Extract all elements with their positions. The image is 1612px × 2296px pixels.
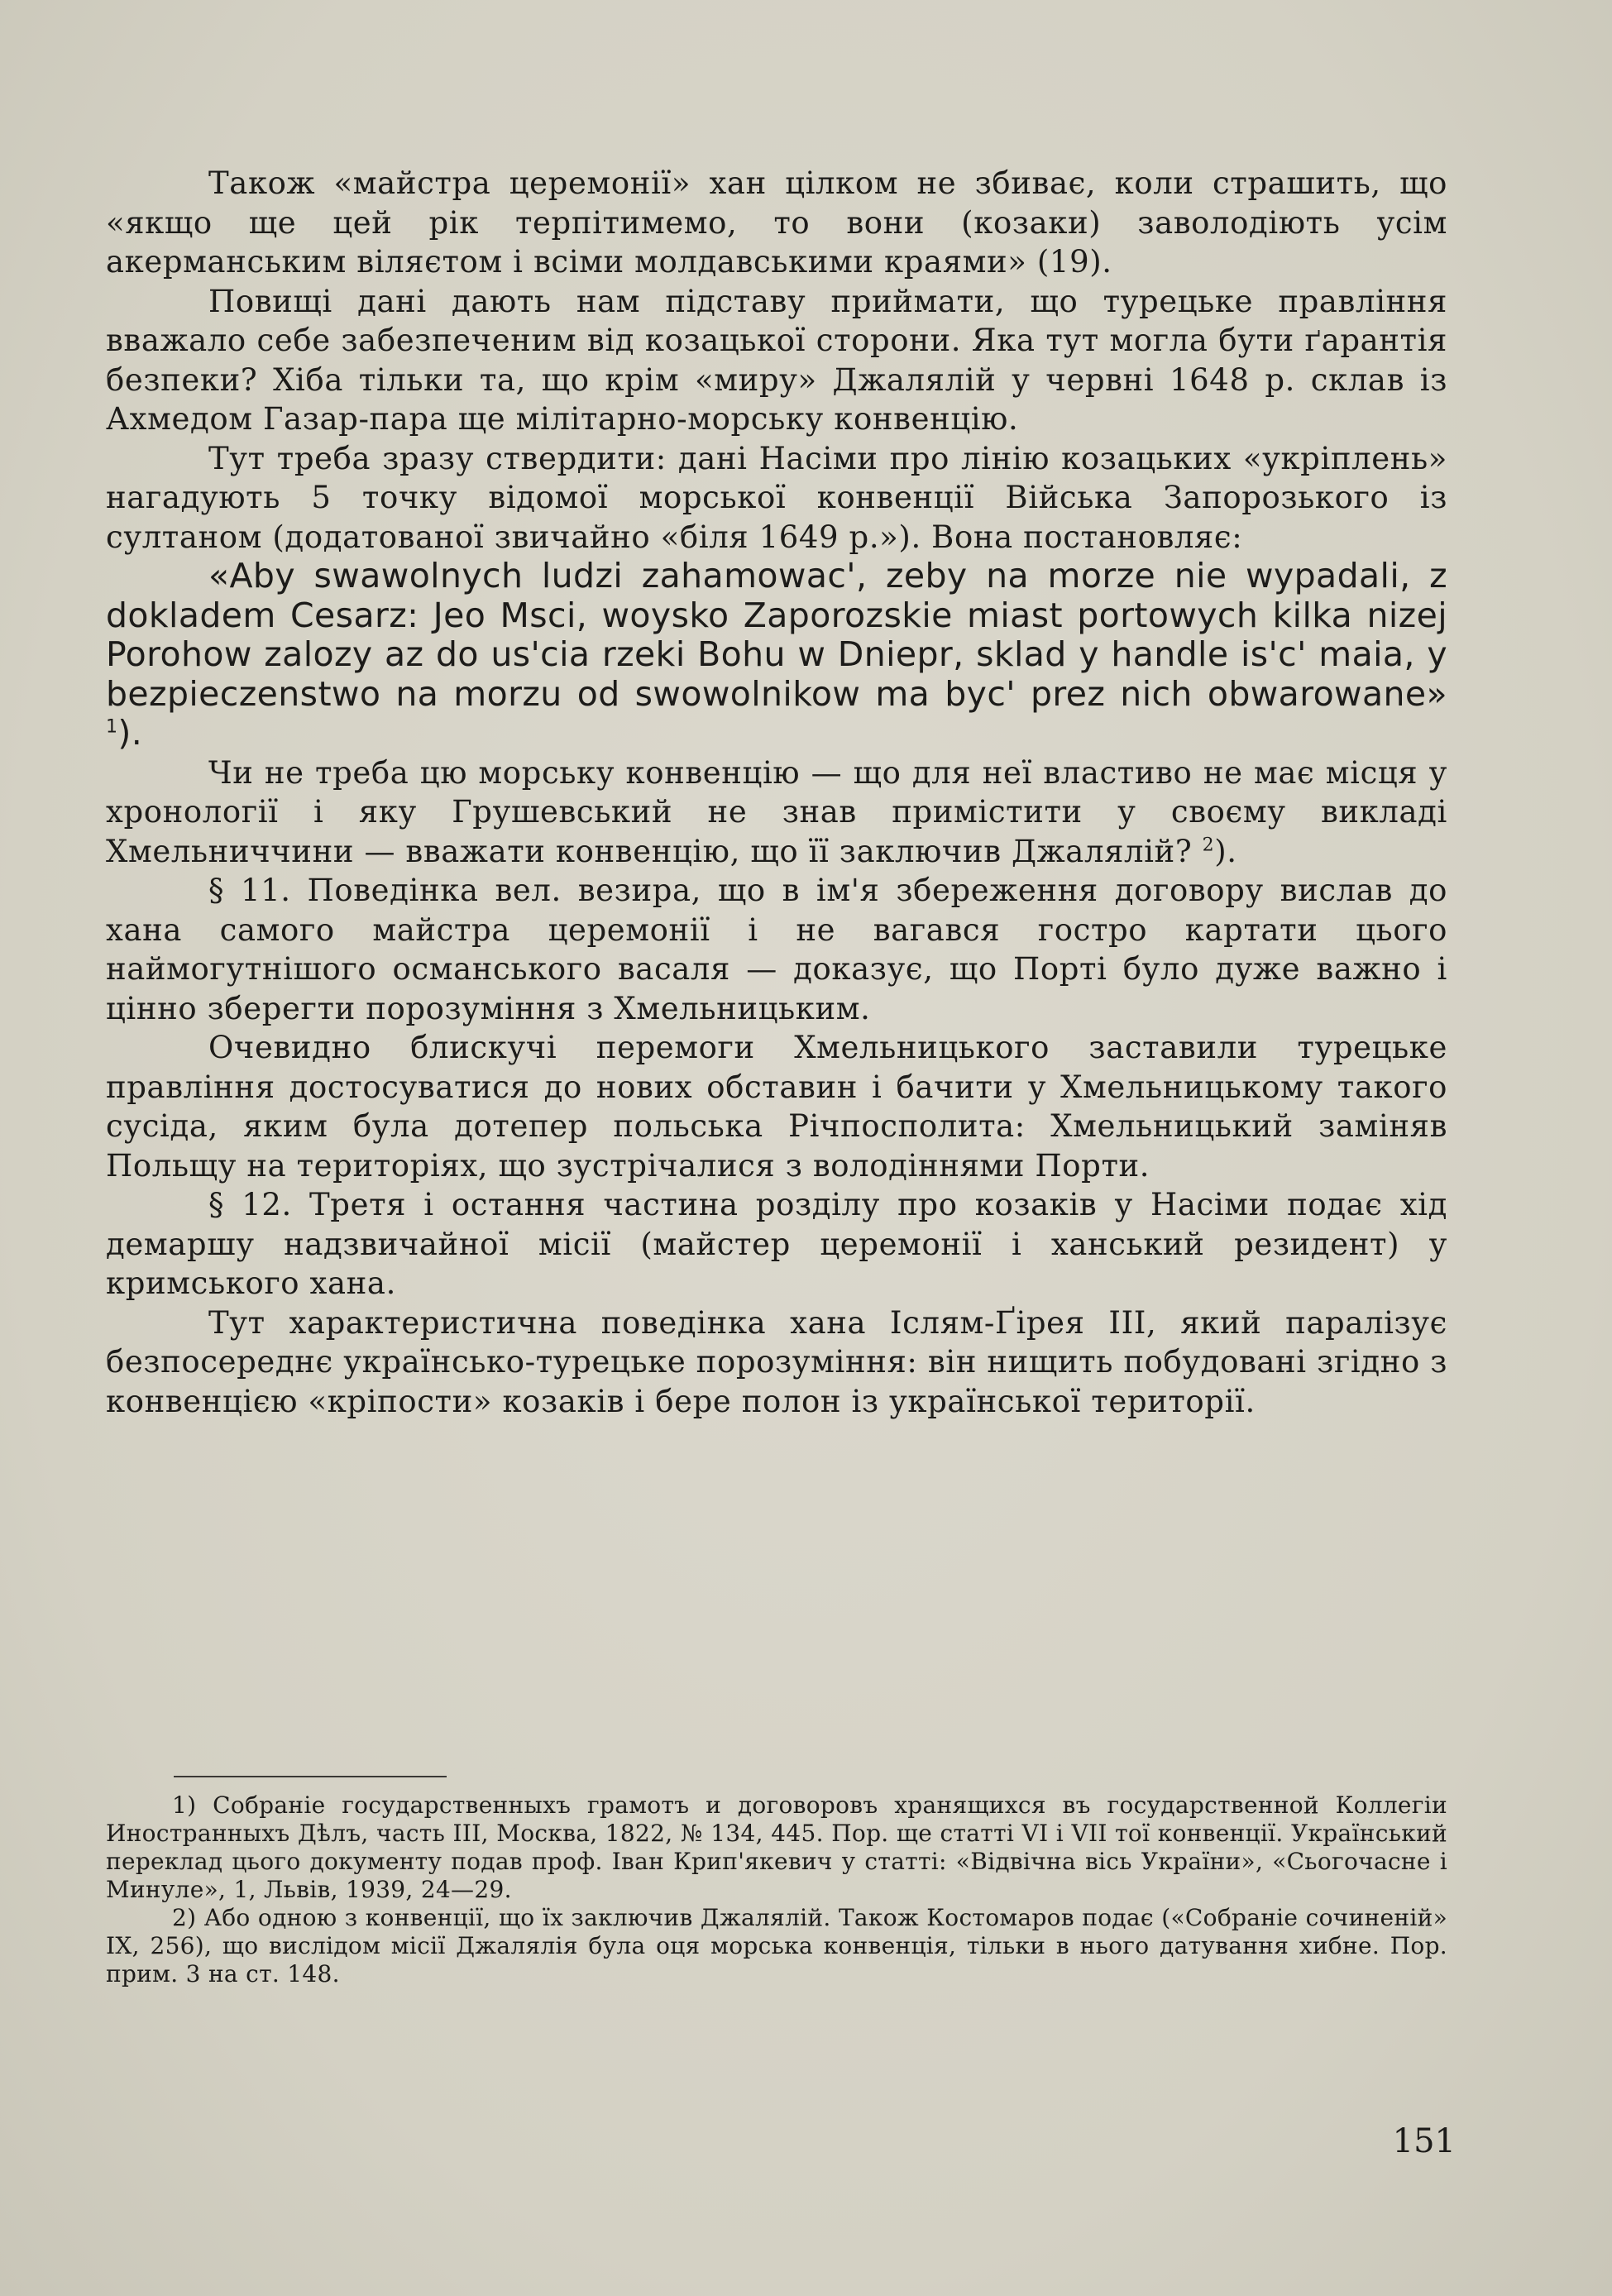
quote-tail: ). [117,713,143,753]
footnote-1 [106,1791,1447,1904]
footnote-ref-1: 1 [106,716,118,738]
paragraph-4-text: Чи не треба цю морську конвенцію — що для неї властиво не має місця у хронології і яку Грушевський не знав примістити у своєму викладі Хмельниччини — вважати конвенцію, що її заключив Джалялій? [106,754,1447,869]
section-11: § 11. Поведінка вел. везира, що в ім'я збереження договору вислав до хана самого майстра церемонії і не вагався гостро картати цього наймогутнішого османського васаля — доказує, що Порті було дуже важно і цінно зберегти порозуміння з Хмельницьким. [106,873,1447,1026]
page-number: 151 [1392,2122,1456,2160]
footnote-2 [106,1904,1447,1988]
paragraph-8: Тут характеристична поведінка хана Іслям-Ґірея III, який паралізує безпосереднє українсько-турецьке порозуміння: він нищить побудовані згідно з конвенцією «кріпости» козаків і бере полон із української території. [106,1304,1447,1419]
section-12: § 12. Третя і остання частина розділу про козаків у Насіми подає хід демаршу надзвичайної місії (майстер церемонії і ханський резидент) у кримського хана. [106,1187,1447,1301]
footnote-separator [174,1776,447,1777]
main-text [106,164,1447,1421]
paragraph-4-tail: ). [1214,833,1237,869]
polish-quote [106,557,1447,753]
footnote-1-marker: 1) [172,1791,197,1819]
quote-text: «Aby swawolnych ludzi zahamowac', zeby na morze nie wypadali, z dokladem Cesarz: Jeo Msci, woysko Zaporozskie miast portowych kilka nizej Porohow zalozy az do us'cia rzeki Bohu w Dniepr, sklad y handle is'c' maia, y bezpieczenstwo na morzu od swowolnikow ma byc' prez nich obwarowane» [106,556,1447,714]
footnote-2-marker: 2) [172,1904,197,1931]
paragraph-4 [106,753,1447,872]
footnotes [106,1791,1447,1988]
paragraph-1: Також «майстра церемонії» хан цілком не збиває, коли страшить, що «якщо ще цей рік терпітимемо, то вони (козаки) заволодіють усім акерманським віляєтом і всіми молдавськими краями» (19). [106,165,1447,280]
paragraph-6: Очевидно блискучі перемоги Хмельницького заставили турецьке правління достосуватися до нових обставин і бачити у Хмельницькому такого сусіда, яким була дотепер польська Річпосполита: Хмельницький заміняв Польщу на територіях, що зустрічалися з володіннями Порти. [106,1030,1447,1184]
footnote-2-text: Або одною з конвенції, що їх заключив Джалялій. Також Костомаров подає («Собраніе сочиненій» IX, 256), що вислідом місії Джалялія була оця морська конвенція, тільки в нього датування хибне. Пор. прим. 3 на ст. 148. [106,1904,1448,1987]
footnote-1-text: Собраніе государственныхъ грамотъ и договоровъ хранящихся въ государственной Коллегіи Иностранныхъ Дѣлъ, часть III, Москва, 1822, № 134, 445. Пор. ще статті VI і VII тої конвенції. Український переклад цього документу подав проф. Іван Крип'якевич у статті: «Відвічна вісь України», «Сьогочасне і Минуле», 1, Львів, 1939, 24—29. [106,1791,1447,1903]
paragraph-3: Тут треба зразу ствердити: дані Насіми про лінію козацьких «укріплень» нагадують 5 точку відомої морської конвенції Війська Запорозького із султаном (додатованої звичайно «біля 1649 р.»). Вона постановляє: [106,440,1447,555]
paragraph-2: Повищі дані дають нам підставу приймати, що турецьке правління вважало себе забезпеченим від козацької сторони. Яка тут могла бути ґарантія безпеки? Хіба тільки та, що крім «миру» Джалялій у червні 1648 р. склав із Ахмедом Газар-пара ще мілітарно-морську конвенцію. [106,283,1447,437]
footnote-ref-2: 2 [1202,835,1215,856]
